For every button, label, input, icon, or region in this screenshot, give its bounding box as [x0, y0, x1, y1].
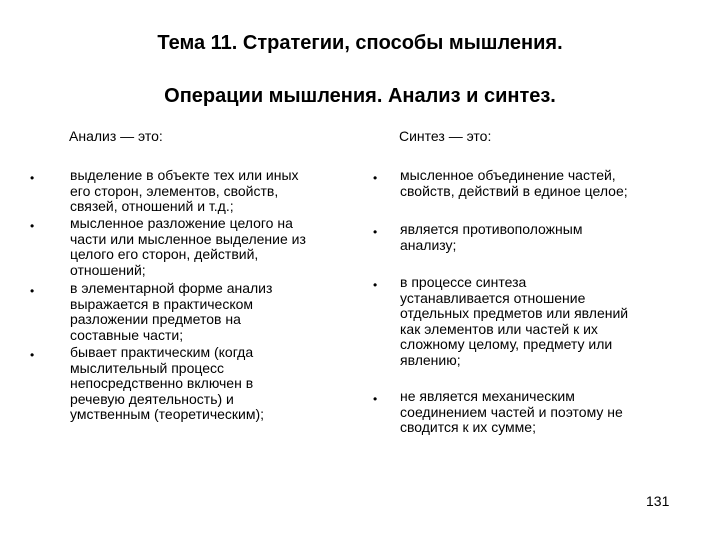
bullet-icon: • [373, 171, 378, 185]
analysis-heading: Анализ — это: [69, 128, 163, 144]
synthesis-item-text: в процессе синтеза устанавливается отношение отдельных предметов или явлений как элементов или частей к их сложному целому, предмету или явлению; [400, 274, 629, 368]
page-number: 131 [646, 493, 670, 509]
slide-title-line-2: Операции мышления. Анализ и синтез. [164, 85, 556, 107]
synthesis-item-text: мысленное объединение частей, свойств, действий в единое целое; [400, 167, 628, 199]
analysis-item-text: в элементарной форме анализ выражается в практическом разложении предметов на составные части; [70, 280, 273, 343]
analysis-item-text: мысленное разложение целого на части или мысленное выделение из целого его сторон, действий, отношений; [70, 215, 306, 278]
synthesis-item-text: не является механическим соединением частей и поэтому не сводится к их сумме; [400, 388, 623, 435]
analysis-item-text: бывает практическим (когда мыслительный процесс непосредственно включен в речевую деятельность) и умственным (теоретическим); [70, 344, 265, 422]
analysis-item-text: выделение в объекте тех или иных его сторон, элементов, свойств, связей, отношений и т.д.; [70, 167, 299, 214]
bullet-icon: • [30, 219, 35, 233]
bullet-icon: • [30, 171, 35, 185]
synthesis-heading: Синтез — это: [399, 128, 492, 144]
bullet-icon: • [373, 278, 378, 292]
bullet-icon: • [30, 348, 35, 362]
synthesis-item-text: является противоположным анализу; [400, 221, 583, 253]
bullet-icon: • [373, 392, 378, 406]
bullet-icon: • [30, 284, 35, 298]
slide-title-line-1: Тема 11. Стратегии, способы мышления. [157, 32, 563, 54]
bullet-icon: • [373, 225, 378, 239]
